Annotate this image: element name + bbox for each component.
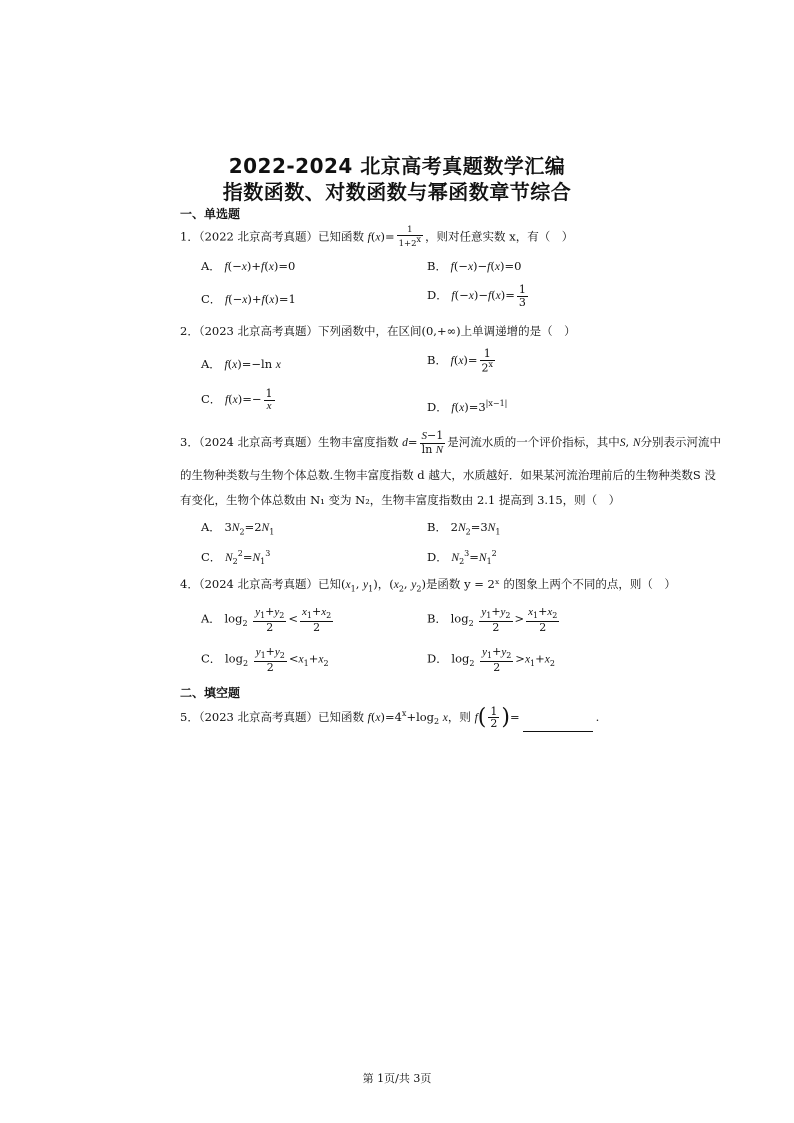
q2-option-c[interactable]: C． f(x)=− $\frac{1}{x}$ — [201, 387, 273, 412]
q4-option-a[interactable]: A． $\log_2$ $\frac{y_1+y_2}{2}$ < $\frac{x_1+x_2}{2}$ — [201, 605, 332, 634]
q1-option-a[interactable]: A． f(−x)+f(x)=0 — [201, 259, 296, 273]
question-3-line-1: 3．（2024 北京高考真题）生物丰富度指数 d= $\frac{S-1}{\text{ln N}}$ 是河流水质的一个评价指标，其中S, N分别表示河流中 — [180, 429, 721, 456]
q2-option-d[interactable]: D． $f(x)=3^{|x-1|}$ — [427, 399, 508, 414]
section-single-choice: 一、单选题 — [180, 207, 241, 221]
q2-option-a[interactable]: A． f(x)=−ln x — [201, 357, 281, 371]
question-1-suffix: ，则对任意实数 x，有（ ） — [425, 229, 574, 244]
question-3-line-3: 有变化，生物个体总数由 N₁ 变为 N₂，生物丰富度指数由 2.1 提高到 3.15，则（ ） — [180, 493, 621, 507]
question-2: 2．（2023 北京高考真题）下列函数中，在区间(0,+∞)上单调递增的是（ ） — [180, 324, 576, 338]
section-fill-in: 二、填空题 — [180, 686, 241, 700]
q1-option-d[interactable]: D． f(−x)−f(x)= $\frac{1}{3}$ — [427, 283, 526, 309]
q4-option-b[interactable]: B． $\log_2$ $\frac{y_1+y_2}{2}$ > $\frac{x_1+x_2}{2}$ — [427, 605, 558, 634]
q3-option-d[interactable]: D． $N_2^3=N_1^2$ — [427, 549, 497, 567]
q1-option-b[interactable]: B． f(−x)−f(x)=0 — [427, 259, 522, 273]
q4-option-d[interactable]: D． $\log_2$ $\frac{y_1+y_2}{2}$ $>x_1+x_2$ — [427, 645, 555, 674]
answer-blank[interactable] — [523, 719, 593, 732]
question-4: 4．（2024 北京高考真题）已知($x_1$, $y_1$)，($x_2$, $y_2$)是函数 y = 2ˣ 的图象上两个不同的点，则（ ） — [180, 577, 676, 594]
question-3-line-2: 的生物种类数与生物个体总数.生物丰富度指数 d 越大，水质越好．如果某河流治理前后的生物种类数S 没 — [180, 468, 716, 482]
question-5: 5．（2023 北京高考真题）已知函数 $f(x)=4^x+\log_2$ x，则 f( $\frac{1}{2}$ )= . — [180, 704, 600, 731]
q4-option-c[interactable]: C． $\log_2$ $\frac{y_1+y_2}{2}$ $<x_1+x_2$ — [201, 645, 329, 674]
question-1: 1．（2022 北京高考真题）已知函数 f(x)= $\frac{1}{1+2x}$ ，则对任意实数 x，有（ ） — [180, 225, 574, 249]
title-line-2: 指数函数、对数函数与幂函数章节综合 — [222, 180, 572, 204]
title-line-1: 2022-2024 北京高考真题数学汇编 — [228, 154, 566, 178]
q3-option-b[interactable]: B． $2N_2=3N_1$ — [427, 520, 501, 537]
q3-option-a[interactable]: A． $3N_2=2N_1$ — [201, 520, 275, 537]
question-1-prefix: 1．（2022 北京高考真题）已知函数 — [180, 229, 368, 244]
q1-option-c[interactable]: C． f(−x)+f(x)=1 — [201, 292, 296, 306]
q2-option-b[interactable]: B． f(x)= $\frac{1}{2^x}$ — [427, 347, 494, 375]
q3-option-c[interactable]: C． $N_2^2=N_1^3$ — [201, 549, 271, 567]
page-footer: 第 1页/共 3页 — [362, 1072, 432, 1085]
